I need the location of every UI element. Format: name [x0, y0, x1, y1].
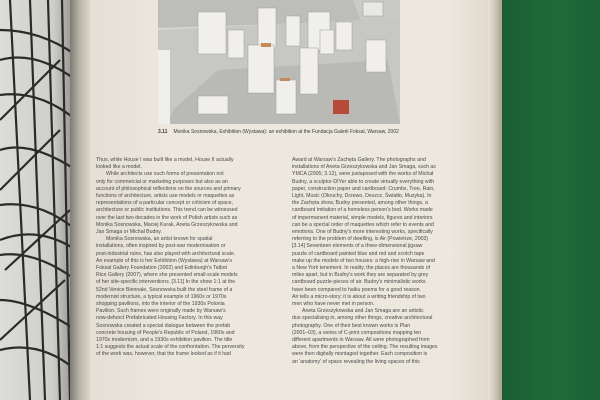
text-line: post-industrial ruins, has also played with architectural scale.: [96, 250, 236, 257]
body-column-left: [96, 157, 286, 359]
text-line: cardboard puzzle-pieces of air. Budny's minimalistic works: [292, 279, 426, 286]
text-line: Foksal Gallery Foundation (2002) and Edinburgh's Talbot: [96, 265, 227, 272]
text-line: above, from the perspective of the ceiling. The resulting images: [292, 344, 438, 351]
figure-number: 3.11: [158, 129, 168, 135]
text-line: Monika Sosnowska, Maciej Kurak, Aneta Grzeszykowska and: [96, 221, 238, 228]
text-line: Jan Smaga or Michał Budny.: [96, 229, 162, 236]
text-line: different apartments in Warsaw. All were photographed from: [292, 337, 430, 344]
text-line: of her site-specific interventions. [3.11] In the show 1:1 at the: [96, 279, 236, 286]
text-line: of the work was, however, that the frame looked as if it had: [96, 351, 231, 358]
text-line: men who have never met in person.: [292, 301, 375, 308]
text-line: emotions. One of Budny's more interesting works, specifically: [292, 229, 433, 236]
text-line: (2001–03), a series of C-print compositions mapping ten: [292, 329, 422, 336]
text-line: Pavilion. Such frames were originally made by Warsaw's: [96, 308, 226, 315]
text-line: Rice Gallery (2007), where she presented small-scale models: [96, 272, 238, 279]
text-line: an 'anatomy' of space revealing the living spaces of this: [292, 358, 420, 365]
text-line: While architects use such forms of presentation not: [106, 171, 224, 178]
text-line: An example of this is her Exhibition (Wystawa) at Warsaw's: [96, 257, 232, 264]
text-line: Light, Music (Okruchy, Drzewo, Deszcz, Światło, Muzyka). In: [292, 193, 432, 200]
text-line: installations of Aneta Grzeszykowska and Jan Smaga, such as: [292, 164, 436, 171]
text-line: over the last two decades in the work of Polish artists such as: [96, 214, 238, 221]
left-page-edge: [0, 0, 76, 400]
book-gutter: [70, 0, 92, 400]
text-line: the Zachęta show, Budny presented, among other things, a: [292, 200, 428, 207]
text-line: were then digitally montaged together. Each composition is: [292, 351, 428, 358]
text-line: Budny, a sculptor-DIYer able to create virtually everything with: [292, 178, 435, 185]
text-line: [3.14] Seventeen elements of a three-dimensional jigsaw: [292, 243, 423, 250]
text-line: cardboard imitation of a homeless person's bed. Works made: [292, 207, 433, 214]
text-line: Monika Sosnowska, an artist known for spatial: [106, 236, 213, 243]
text-line: YMCA (2005; 3.12), were juxtaposed with the works of Michał: [292, 171, 434, 178]
text-line: concrete housing of People's Republic of Poland, 1960s and: [96, 329, 235, 336]
body-column-right: [292, 157, 482, 366]
right-page-edge: [488, 0, 502, 400]
exhibition-photo: [158, 0, 400, 124]
text-line: miles apart, but in Budny's work they are separated by grey: [292, 272, 429, 279]
text-line: duo specialising in, among other things, creative architectural: [292, 315, 433, 322]
text-line: 1:1 suggests the actual scale of the confrontation. The perversity: [96, 344, 245, 351]
text-line: installations, often inspired by post-war modernisation or: [96, 243, 226, 250]
text-line: now-defunct Prefabricated Housing Factory. In this way: [96, 315, 223, 322]
wire-sculpture-image: [0, 0, 76, 400]
text-line: architecture or public institutions. This trend can be witnessed: [96, 207, 238, 214]
text-line: paper, construction paper and cardboard: Crumbs, Tree, Rain,: [292, 185, 435, 192]
text-line: 52nd Venice Biennale, Sosnowska built the steel frame of a: [96, 286, 233, 293]
text-line: Award at Warsaw's Zachęta Gallery. The photographs and: [292, 157, 426, 163]
text-line: Aneta Grzeszykowska and Jan Smaga are an artistic: [302, 308, 424, 315]
text-line: Air tells a micro-story: it is about a writing friendship of two: [292, 293, 426, 300]
text-line: referring to the problem of dwelling, is Air (Powietrze, 2003): [292, 236, 429, 243]
caption-text: Monika Sosnowska, Exhibition (Wystawa): an exhibition at the Fundacja Galerii Foksal, Warsaw, 2002: [173, 129, 399, 135]
text-line: only for commercial or marketing purposes but also as an: [96, 178, 228, 185]
text-line: account of philosophical reflections on the sources and primary: [96, 185, 241, 192]
text-line: functions of architecture, artists use models or maquettes as: [96, 193, 235, 200]
text-line: can be a special order of maquettes which refer to events and: [292, 221, 434, 228]
text-line: make up the models of two houses: a high-rise in Warsaw and: [292, 257, 435, 264]
text-line: Thus, while House I was built like a model, House II actually: [96, 157, 234, 163]
text-line: photography. One of their best known works is Plan: [292, 322, 411, 329]
text-line: looked like a model.: [96, 164, 142, 171]
text-line: Sosnowska created a special dialogue between the prefab: [96, 322, 231, 329]
text-line: modernist structure, a typical example of 1960s or 1970s: [96, 293, 227, 300]
text-line: of impermanent material, simple models, figures and interiors: [292, 214, 433, 221]
text-line: 1970s modernism, and a 1930s exhibition pavilion. The title: [96, 337, 233, 344]
figure-caption: [158, 129, 458, 135]
text-line: puzzle of cardboard painted blue and red and scotch tape: [292, 250, 425, 257]
text-line: have been compared to haiku poems for a good reason.: [292, 286, 421, 293]
green-background: [500, 0, 600, 400]
text-line: a New York tenement. In reality, the places are thousands of: [292, 265, 431, 272]
text-line: shopping pavilions, into the interior of the 1930s Polonia: [96, 301, 225, 308]
text-line: representations of a particular concept or criticism of space,: [96, 200, 233, 207]
